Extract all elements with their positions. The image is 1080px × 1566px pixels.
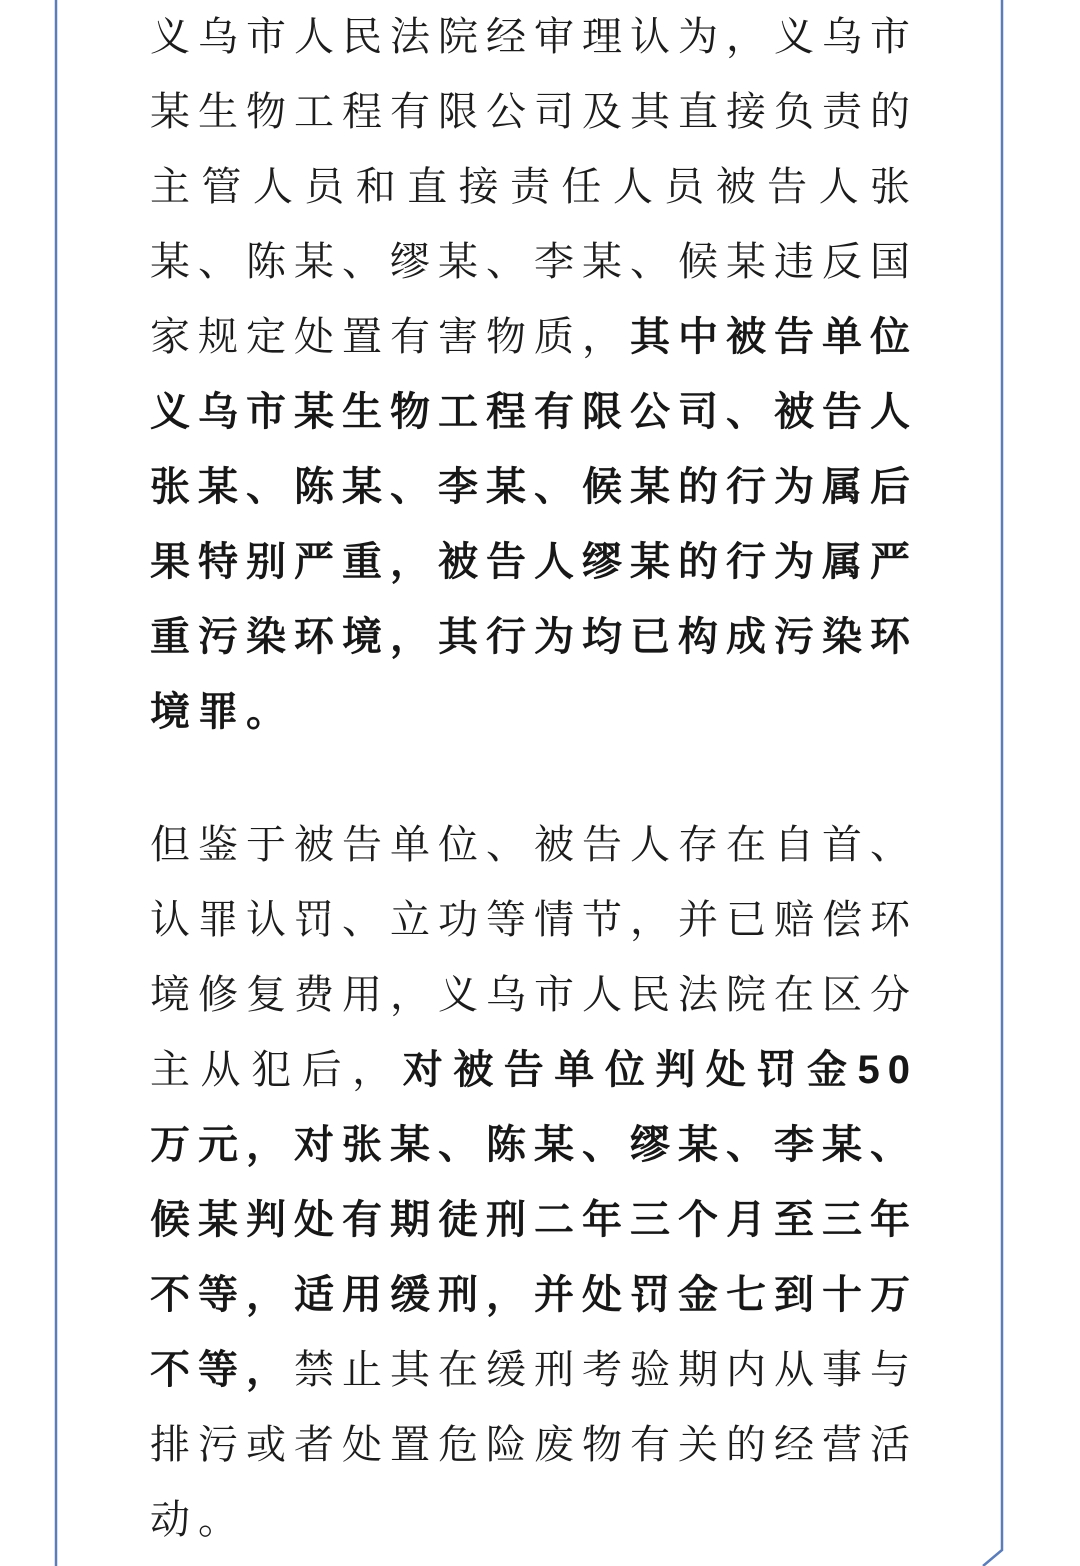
paragraph-2 (150, 808, 918, 1558)
bold-text-segment: 对被告单位判处罚金50万元，对张某、陈某、缪某、李某、候某判处有期徒刑二年三个月至三年不等，适用缓刑，并处罚金七到十万不等， (150, 1048, 919, 1392)
text-segment: 义乌市人民法院经审理认为，义乌市某生物工程有限公司及其直接负责的主管人员和直接责任人员被告人张某、陈某、缪某、李某、候某违反国家规定处置有害物质， (150, 15, 918, 359)
text-segment: 禁止其在缓刑考验期内从事与排污或者处置危险废物有关的经营活动。 (150, 1348, 918, 1542)
article-body (150, 0, 918, 1558)
text-segment: 但鉴于被告单位、被告人存在自首、认罪认罚、立功等情节，并已赔偿环境修复费用，义乌市人民法院在区分主从犯后， (150, 823, 918, 1092)
paragraph-1 (150, 0, 918, 750)
right-border-line (983, 0, 1002, 1566)
bold-text-segment: 其中被告单位义乌市某生物工程有限公司、被告人张某、陈某、李某、候某的行为属后果特别严重，被告人缪某的行为属严重污染环境，其行为均已构成污染环境罪。 (150, 315, 918, 734)
